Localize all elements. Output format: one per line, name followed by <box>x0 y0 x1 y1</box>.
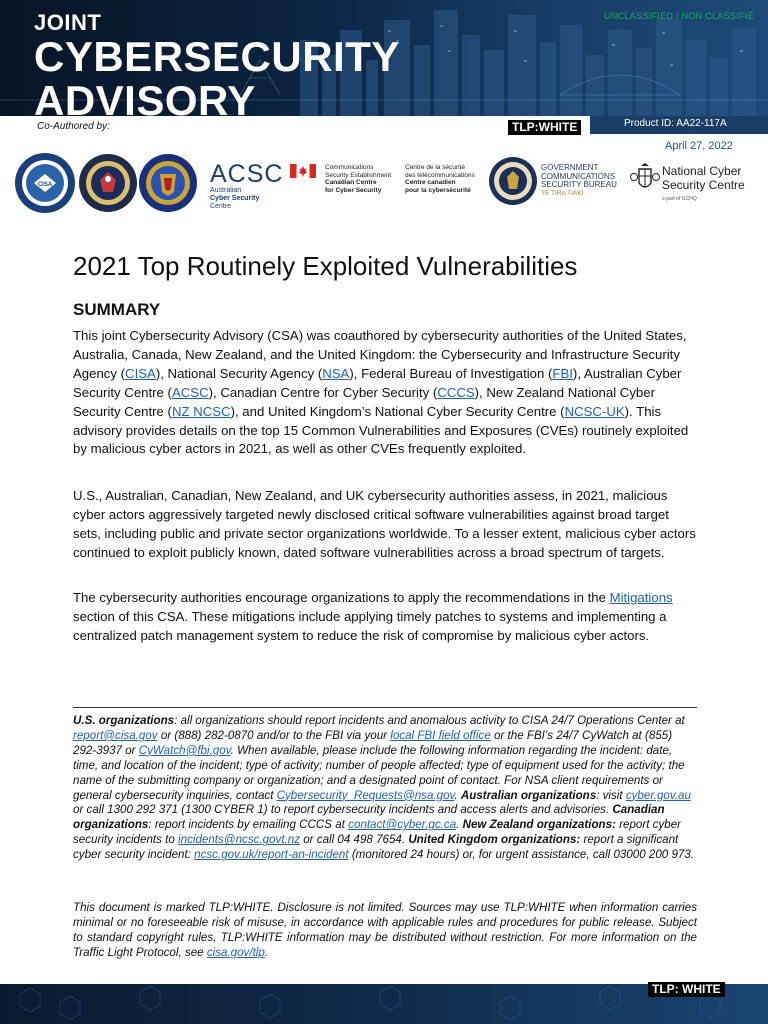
banner-title-advisory: ADVISORY <box>34 77 256 116</box>
coauthored-label: Co-Authored by: <box>37 121 110 132</box>
acsc-sub-line2: Cyber Security <box>210 195 260 202</box>
nz-text-b: or call 04 498 7654. <box>300 833 409 847</box>
au-text-a: : visit <box>596 788 626 802</box>
uk-orgs-label: United Kingdom organizations: <box>408 833 581 847</box>
cisa-seal-icon <box>14 152 76 214</box>
acsc-logo-subtitle <box>210 187 259 211</box>
cccs-en-line4: for Cyber Security <box>325 186 382 194</box>
p1-text-a: This joint Cybersecurity Advisory (CSA) was coauthored by cybersecurity authorities of the United States, Australia, Canada, New Zealand, and the United Kingdom: the Cybersecurity and Infrastructure Security Agency ( <box>73 328 687 381</box>
nsa-email-link[interactable]: Cybersecurity_Requests@nsa.gov <box>276 788 455 802</box>
classification-marking: UNCLASSIFIED / NON CLASSIFIÉ <box>604 11 754 21</box>
cccs-en-line3: Canadian Centre <box>325 179 377 186</box>
tlp-disclosure-note <box>73 901 697 961</box>
cccs-fr-line1: Centre de la sécurité <box>405 164 465 171</box>
ncsc-line2: Security Centre <box>662 178 745 192</box>
cccs-en-line2: Security Establishment <box>325 171 392 179</box>
canada-flag-icon <box>290 164 316 178</box>
us-text-d: . When available, please include the following information regarding the incident: date, time, and location of the incident; type of activity; number of people affected; type of equipment used for the activity; the name of the submitting company or organization; and a designated point of contact. For NSA client requirements or general cybersecurity inquiries, contact <box>73 743 685 802</box>
us-text-e: . <box>454 788 461 802</box>
banner-title-joint: JOINT <box>34 10 102 35</box>
cccs-fr-line2: des télécommunications <box>405 171 475 179</box>
gcsb-maori-line: TE TIRA TIAKI <box>541 189 584 197</box>
p1-text-e: ), Canadian Centre for Cyber Security ( <box>208 384 438 400</box>
uk-text-b: (monitored 24 hours) or, for urgent assistance, call 03000 200 973. <box>348 848 695 862</box>
banner-title <box>34 12 400 116</box>
document-title: 2021 Top Routinely Exploited Vulnerabilities <box>73 251 578 281</box>
cccs-fr-line4: pour la cybersécurité <box>405 186 471 194</box>
gcsb-logo-text <box>541 164 617 198</box>
gcsb-line1: GOVERNMENT <box>541 163 599 172</box>
ca-text-a: : report incidents by emailing CCCS at <box>148 818 349 832</box>
banner-title-cybersecurity: CYBERSECURITY <box>34 33 400 80</box>
tlp-text-a: This document is marked TLP:WHITE. Disclosure is not limited. Sources may use TLP:WHITE when information carries minimal or no foreseeable risk of misuse, in accordance with applicable rules and procedures for public release. Subject to standard copyright rules, TLP:WHITE information may be distributed without restriction. For more information on the Traffic Light Protocol, see <box>73 901 697 959</box>
acsc-link[interactable]: ACSC <box>171 384 209 400</box>
cisa-report-email-link[interactable]: report@cisa.gov <box>73 728 158 742</box>
product-id: Product ID: AA22-117A <box>624 118 727 129</box>
cyber-gov-au-link[interactable]: cyber.gov.au <box>625 788 691 802</box>
cccs-logo-english <box>325 164 391 194</box>
nz-ncsc-link[interactable]: NZ NCSC <box>171 403 231 419</box>
fbi-link[interactable]: FBI <box>552 365 573 381</box>
nsa-seal-icon <box>78 152 138 214</box>
cccs-logo-french <box>405 164 475 194</box>
gcsb-line3: SECURITY BUREAU <box>541 180 617 189</box>
fbi-seal-icon <box>138 152 198 214</box>
p1-text-c: ), Federal Bureau of Investigation ( <box>349 365 553 381</box>
ca-orgs-label: Canadian organizations <box>73 803 665 832</box>
cisa-link[interactable]: CISA <box>125 365 156 381</box>
cccs-link[interactable]: CCCS <box>437 384 475 400</box>
acsc-logo-wordmark: ACSC <box>210 160 284 188</box>
summary-heading: SUMMARY <box>73 300 161 319</box>
fbi-field-office-link[interactable]: local FBI field office <box>390 728 491 742</box>
p1-text-b: ), National Security Agency ( <box>155 365 323 381</box>
nsa-link[interactable]: NSA <box>322 365 350 381</box>
ca-text-b: . <box>456 818 463 832</box>
cywatch-email-link[interactable]: CyWatch@fbi.gov <box>138 743 231 757</box>
ncsc-line1: National Cyber <box>662 164 742 178</box>
tlp-marking-bottom: TLP: WHITE <box>648 982 725 997</box>
p1-text-d: ), Australian Cyber Security Centre ( <box>73 365 682 400</box>
mitigations-link[interactable]: Mitigations <box>609 590 673 605</box>
svg-text:CISA: CISA <box>37 182 53 188</box>
acsc-sub-line1: Australian <box>210 187 242 194</box>
us-text-a: : all organizations should report incidents and anomalous activity to CISA 24/7 Operations Center at <box>174 714 685 727</box>
publication-date: April 27, 2022 <box>665 140 733 152</box>
ncsc-report-link[interactable]: ncsc.gov.uk/report-an-incident <box>194 848 349 862</box>
uk-royal-arms-icon <box>630 163 660 195</box>
us-text-c: or the FBI’s 24/7 CyWatch at (855) 292-3937 or <box>73 728 673 757</box>
us-text-b: or (888) 282-0870 and/or to the FBI via your <box>157 728 391 742</box>
tlp-text-b: . <box>264 945 269 959</box>
ncsc-uk-link[interactable]: NCSC-UK <box>564 403 625 419</box>
acsc-sub-line3: Centre <box>210 203 232 210</box>
cisa-tlp-link[interactable]: cisa.gov/tlp <box>206 945 265 959</box>
p1-text-f: ), New Zealand National Cyber Security Centre ( <box>73 384 655 419</box>
us-orgs-label: U.S. organizations <box>73 714 175 727</box>
cccs-fr-line3: Centre canadien <box>405 179 456 186</box>
nz-orgs-label: New Zealand organizations: <box>462 818 616 832</box>
cccs-email-link[interactable]: contact@cyber.gc.ca <box>348 818 457 832</box>
summary-paragraph-1 <box>73 327 697 459</box>
p1-text-h: ). This advisory provides details on the top 15 Common Vulnerabilities and Exposures (CVEs) routinely exploited by malicious cyber actors in 2021, as well as other CVEs frequently exploited. <box>73 403 689 457</box>
summary-paragraph-2: U.S., Australian, Canadian, New Zealand, and UK cybersecurity authorities assess, in 2021, malicious cyber actors aggressively targeted newly disclosed critical software vulnerabilities against broad target sets, including public and private sector organizations worldwide. To a lesser extent, malicious cyber actors continued to exploit publicly known, dated software vulnerabilities across a broad spectrum of targets. <box>73 488 696 560</box>
footnote-divider <box>73 707 697 708</box>
nz-ncsc-email-link[interactable]: incidents@ncsc.govt.nz <box>178 833 301 847</box>
gcsb-seal-icon <box>488 155 538 207</box>
cccs-en-line1: Communications <box>325 164 374 171</box>
ncsc-small-line: a part of GCHQ <box>662 196 697 202</box>
gcsb-line2: COMMUNICATIONS <box>541 171 616 181</box>
p1-text-g: ), and United Kingdom’s National Cyber Security Centre ( <box>230 403 565 419</box>
au-text-b: or call 1300 292 371 (1300 CYBER 1) to report cybersecurity incidents and access alerts and advisories. <box>73 803 613 817</box>
header-banner <box>0 0 768 116</box>
summary-paragraph-3 <box>73 589 697 646</box>
reporting-footnote <box>73 714 697 863</box>
nz-text-a: report cyber security incidents to <box>73 818 682 847</box>
p3-text-b: section of this CSA. These mitigations include applying timely patches to systems and implementing a centralized patch management system to reduce the risk of compromise by malicious cyber actors. <box>73 608 667 643</box>
uk-text-a: report a significant cyber security incident: <box>73 833 679 862</box>
ncsc-uk-logo-text <box>662 164 745 206</box>
tlp-marking-top: TLP:WHITE <box>508 120 581 135</box>
p3-text-a: The cybersecurity authorities encourage organizations to apply the recommendations in the <box>73 590 610 605</box>
au-orgs-label: Australian organizations <box>460 788 597 802</box>
